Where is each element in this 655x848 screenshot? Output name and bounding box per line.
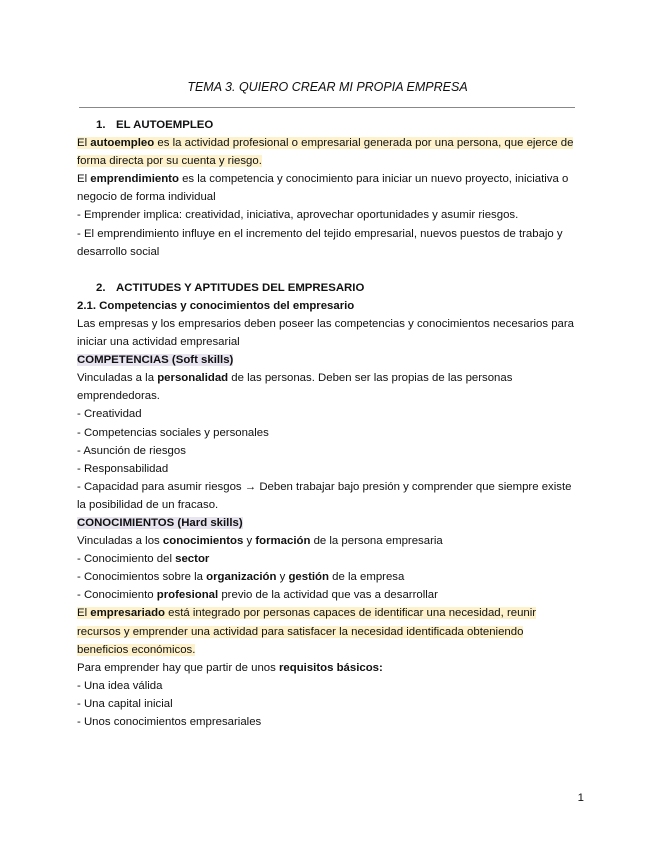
spacer	[77, 261, 577, 279]
subsection-heading: 2.1. Competencias y conocimientos del empresario	[77, 299, 355, 312]
list-item: - Una capital inicial	[77, 697, 173, 710]
requisitos-intro: Para emprender hay que partir de unos requisitos básicos:	[77, 661, 383, 674]
list-item: - Conocimiento profesional previo de la actividad que vas a desarrollar	[77, 589, 438, 602]
list-item: - El emprendimiento influye en el incremento del tejido empresarial, nuevos puestos de trabajo y desarrollo social	[77, 227, 563, 258]
section-title: ACTITUDES Y APTITUDES DEL EMPRESARIO	[116, 281, 365, 294]
document-body	[77, 116, 577, 731]
competencias-description: Vinculadas a la personalidad de las personas. Deben ser las propias de las personas emprendedoras.	[77, 372, 513, 403]
section-heading-autoempleo	[77, 116, 577, 134]
list-item: - Unos conocimientos empresariales	[77, 716, 262, 728]
list-item: - Responsabilidad	[77, 462, 169, 475]
list-item: - Conocimiento del sector	[77, 553, 210, 566]
list-item: - Asunción de riesgos	[77, 444, 186, 457]
document-title: TEMA 3. QUIERO CREAR MI PROPIA EMPRESA	[187, 80, 468, 94]
competencias-heading: COMPETENCIAS (Soft skills)	[77, 354, 234, 367]
section-number: 2.	[96, 281, 106, 294]
empresariado-definition: El empresariado está integrado por personas capaces de identificar una necesidad, reunir recursos y emprender una actividad para satisfacer la necesidad identificada obteniendo beneficios económicos.	[77, 607, 537, 656]
list-item: - Una idea válida	[77, 679, 163, 692]
list-item: - Conocimientos sobre la organización y gestión de la empresa	[77, 571, 405, 584]
title-divider	[79, 107, 575, 108]
page-number: 1	[577, 792, 584, 804]
list-item: - Creatividad	[77, 408, 142, 421]
list-item: - Emprender implica: creatividad, iniciativa, aprovechar oportunidades y asumir riesgos.	[77, 209, 519, 222]
conocimientos-heading: CONOCIMIENTOS (Hard skills)	[77, 516, 243, 529]
list-item: - Capacidad para asumir riesgos → Deben trabajar bajo presión y comprender que siempre existe la posibilidad de un fracaso.	[77, 480, 572, 511]
autoempleo-definition: El autoempleo es la actividad profesional o empresarial generada por una persona, que ejerce de forma directa por su cuenta y riesgo.	[77, 137, 574, 168]
section-title: EL AUTOEMPLEO	[116, 119, 214, 131]
section-heading-actitudes	[77, 279, 577, 297]
list-item: - Competencias sociales y personales	[77, 426, 269, 439]
section-number: 1.	[96, 119, 106, 131]
emprendimiento-definition: El emprendimiento es la competencia y conocimiento para iniciar un nuevo proyecto, iniciativa o negocio de forma individual	[77, 173, 569, 204]
conocimientos-description: Vinculadas a los conocimientos y formación de la persona empresaria	[77, 535, 443, 548]
intro-paragraph: Las empresas y los empresarios deben poseer las competencias y conocimientos necesarios para iniciar una actividad empresarial	[77, 317, 575, 349]
